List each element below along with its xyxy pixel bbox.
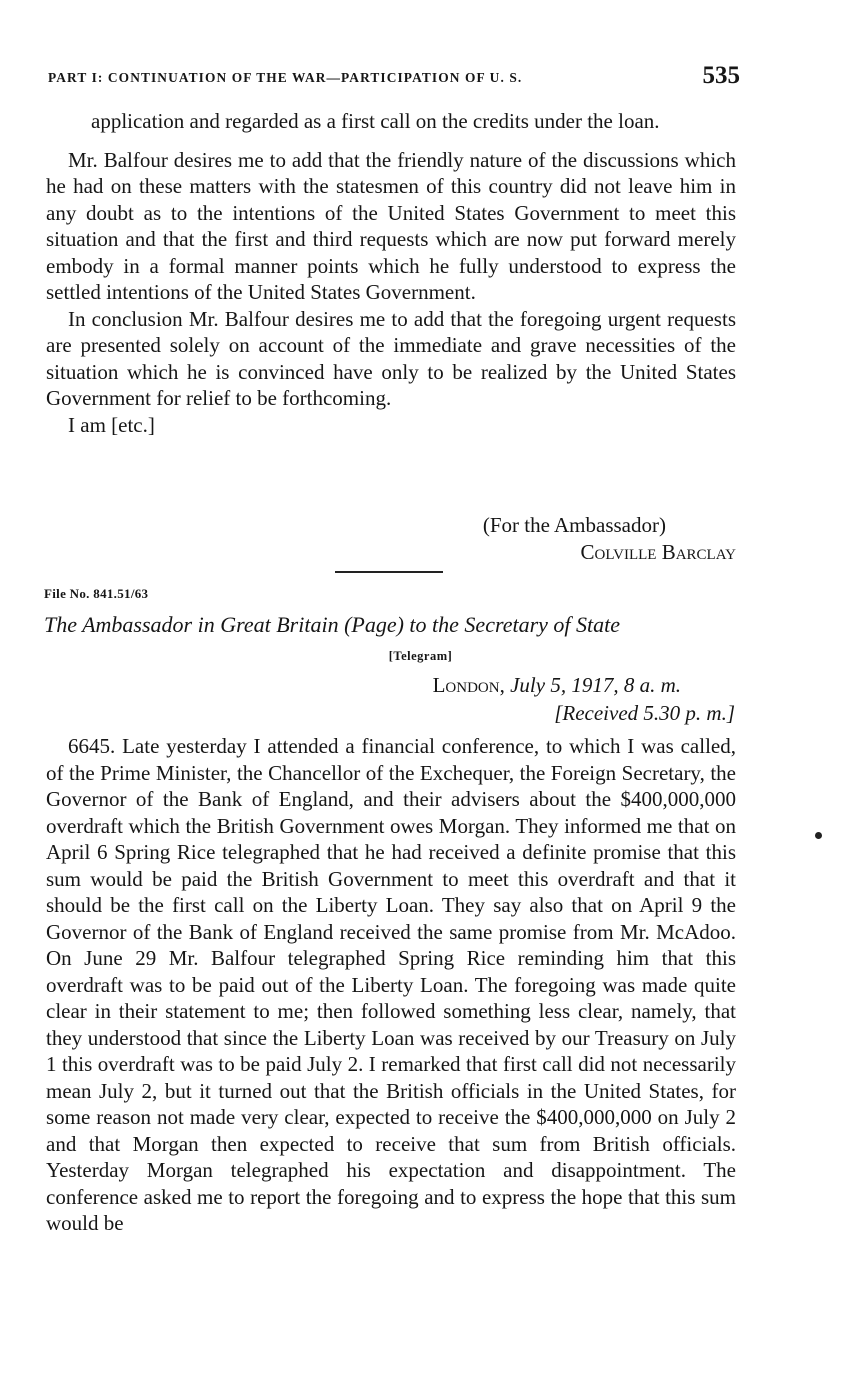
margin-mark	[815, 832, 822, 839]
page-header	[48, 62, 740, 96]
running-title: PART I: CONTINUATION OF THE WAR—PARTICIPATION OF U. S.	[48, 70, 523, 85]
dateline	[433, 673, 681, 698]
document-type-label: [Telegram]	[388, 649, 453, 663]
received-time: [Received 5.30 p. m.]	[554, 701, 735, 725]
signature: Colville Barclay	[580, 540, 736, 564]
body-paragraph: Mr. Balfour desires me to add that the friendly nature of the discussions which he had on these matters with the statesmen of this country did not leave him in any doubt as to the intentions of the United States Government to meet this situation and that the first and third requests which are now put forward merely embody in a formal manner points which he fully understood to express the settled intentions of the United States Government.	[46, 147, 736, 304]
continued-paragraph: application and regarded as a first call on the credits under the loan.	[91, 109, 660, 133]
body-paragraph: In conclusion Mr. Balfour desires me to add that the foregoing urgent requests are presented solely on account of the immediate and grave necessities of the situation which he is convinced have only to be realized by the United States Government for relief to be forthcoming.	[46, 306, 736, 410]
title-name: Page	[351, 612, 397, 637]
letter-text	[46, 108, 736, 438]
received-note	[554, 701, 735, 726]
place: London,	[432, 673, 505, 697]
document-title	[44, 612, 736, 638]
file-number: File No. 841.51/63	[44, 586, 149, 601]
closing-line: I am [etc.]	[68, 412, 155, 437]
date: July 5, 1917, 8 a. m.	[510, 673, 681, 697]
for-ambassador-line: (For the Ambassador)	[482, 513, 666, 537]
telegram-body	[46, 733, 736, 1237]
section-divider	[335, 571, 443, 573]
title-prefix: The Ambassador in Great Britain (	[44, 612, 352, 637]
telegram-paragraph: 6645. Late yesterday I attended a financial conference, to which I was called, of the Prime Minister, the Chancellor of the Exchequer, the Foreign Secretary, the Governor of the Bank of England, and their advisers about the $400,000,000 overdraft which the British Government owes Morgan. They informed me that on April 6 Spring Rice telegraphed that he had received a definite promise that this sum would be paid the British Government to meet this overdraft and that it should be the first call on the Liberty Loan. They say also that on April 9 the Governor of the Bank of England received the same promise from Mr. McAdoo. On June 29 Mr. Balfour telegraphed Spring Rice reminding him that this overdraft was to be paid out of the Liberty Loan. The foregoing was made quite clear in their statement to me; then followed something less clear, namely, that they understood that since the Liberty Loan was received by our Treasury on July 1 this overdraft was to be paid July 2. I remarked that first call did not necessarily mean July 2, but it turned out that the British officials in the United States, for some reason not made very clear, expected to receive the $400,000,000 on July 2 and that Morgan then expected to receive that sum from British officials. Yesterday Morgan telegraphed his expectation and disappointment. The conference asked me to report the foregoing and to express the hope that this sum would be	[46, 734, 736, 1235]
title-suffix: ) to the Secretary of State	[396, 612, 621, 637]
page-number: 535	[702, 62, 740, 89]
